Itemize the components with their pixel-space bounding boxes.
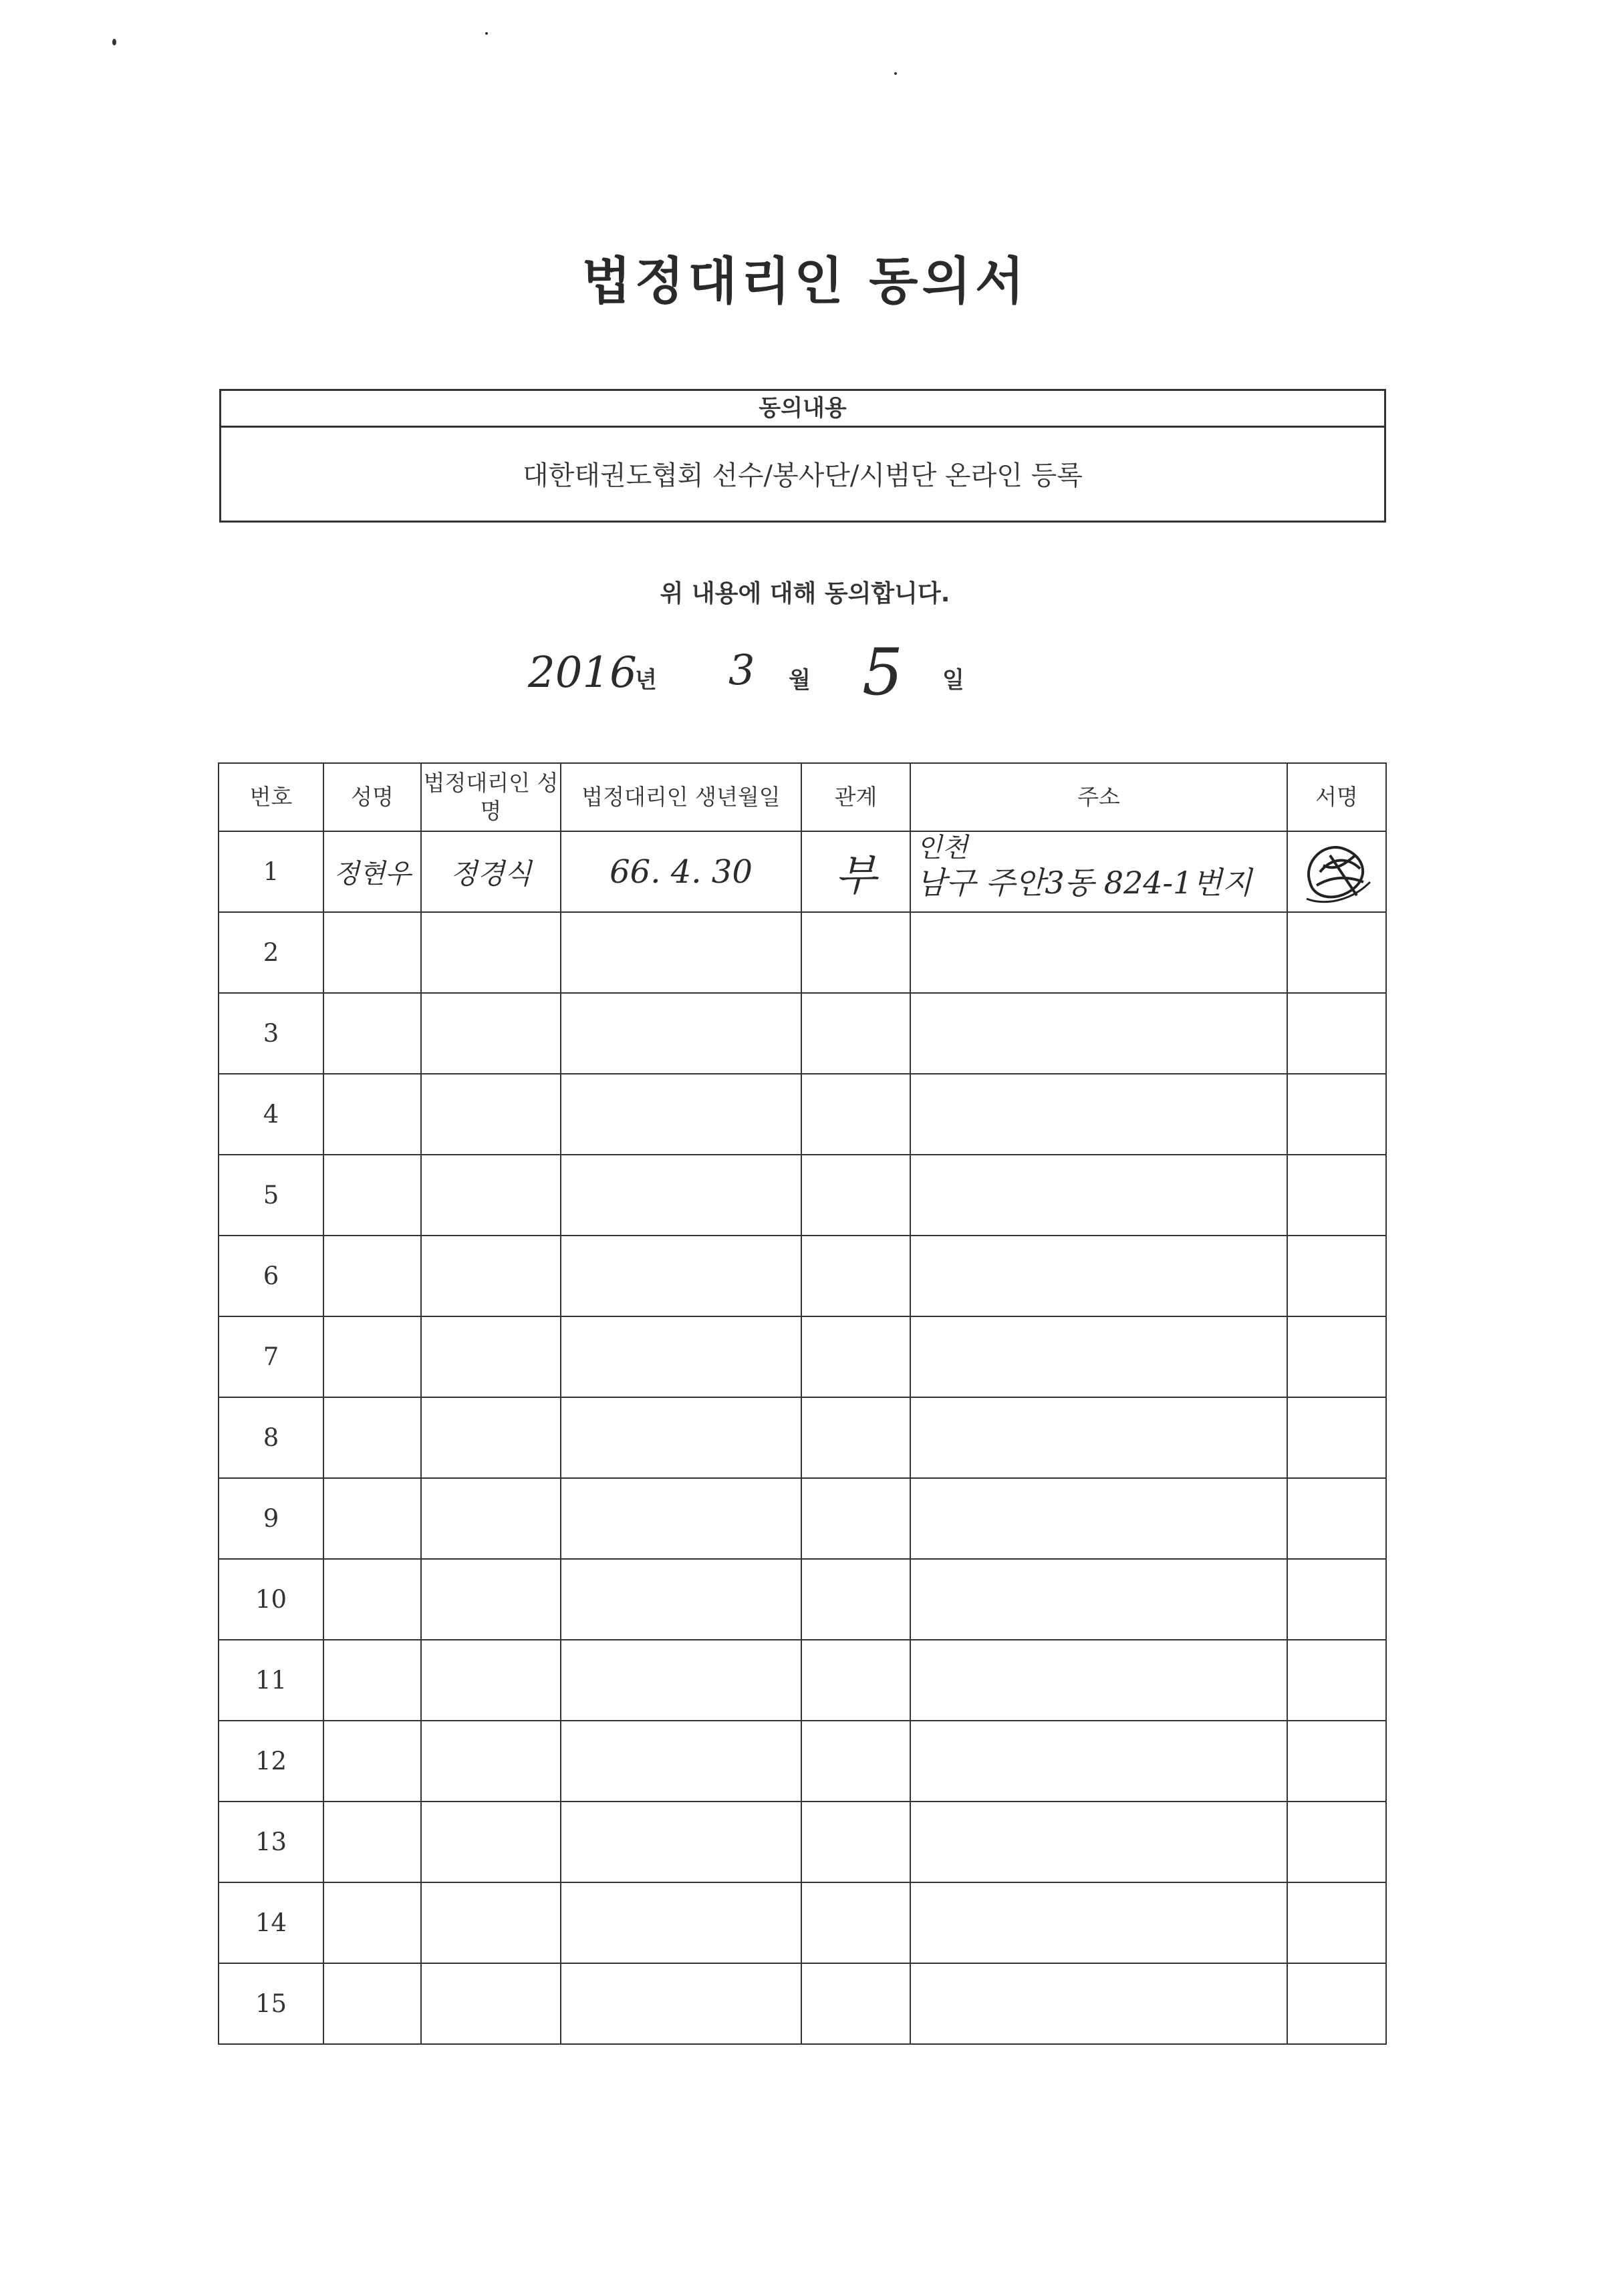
signature-cell xyxy=(1287,1802,1386,1882)
guardian-name: 정경식 xyxy=(421,831,561,912)
student-name xyxy=(323,1155,421,1236)
date-day-unit: 일 xyxy=(942,667,964,694)
row-number: 3 xyxy=(219,993,323,1074)
guardian-birthdate xyxy=(561,993,801,1074)
header-cell: 성명 xyxy=(323,763,421,831)
relation: 부 xyxy=(801,831,910,912)
table-header-row xyxy=(219,763,1386,831)
registration-table xyxy=(218,762,1387,2045)
date-year-unit: 년 xyxy=(635,667,657,694)
table-row xyxy=(219,1963,1386,2044)
row-number: 15 xyxy=(219,1963,323,2044)
guardian-birthdate xyxy=(561,1236,801,1316)
table-row xyxy=(219,1316,1386,1397)
signature-cell xyxy=(1287,912,1386,993)
relation xyxy=(801,1721,910,1802)
relation xyxy=(801,1802,910,1882)
student-name xyxy=(323,912,421,993)
date-month: 3 xyxy=(728,645,755,694)
address xyxy=(910,1882,1287,1963)
table-row xyxy=(219,1155,1386,1236)
date-year: 2016 xyxy=(528,648,637,698)
header-cell: 번호 xyxy=(219,763,323,831)
row-number: 13 xyxy=(219,1802,323,1882)
consent-header: 동의내용 xyxy=(221,391,1384,428)
guardian-birthdate xyxy=(561,1316,801,1397)
address xyxy=(910,1397,1287,1478)
student-name: 정현우 xyxy=(323,831,421,912)
consent-box xyxy=(219,389,1386,523)
row-number: 12 xyxy=(219,1721,323,1802)
relation xyxy=(801,912,910,993)
row-number: 1 xyxy=(219,831,323,912)
signature-cell xyxy=(1287,1397,1386,1478)
signature-cell xyxy=(1287,1640,1386,1721)
header-cell: 법정대리인 생년월일 xyxy=(561,763,801,831)
table-row xyxy=(219,1802,1386,1882)
relation xyxy=(801,1640,910,1721)
relation xyxy=(801,1236,910,1316)
address xyxy=(910,912,1287,993)
row-number: 8 xyxy=(219,1397,323,1478)
signature-cell xyxy=(1287,831,1386,912)
row-number: 7 xyxy=(219,1316,323,1397)
guardian-birthdate xyxy=(561,1721,801,1802)
address xyxy=(910,1155,1287,1236)
student-name xyxy=(323,1559,421,1640)
row-number: 9 xyxy=(219,1478,323,1559)
address xyxy=(910,1559,1287,1640)
row-number: 10 xyxy=(219,1559,323,1640)
header-cell: 관계 xyxy=(801,763,910,831)
guardian-birthdate xyxy=(561,1559,801,1640)
header-cell: 서명 xyxy=(1287,763,1386,831)
table-row xyxy=(219,1640,1386,1721)
relation xyxy=(801,1316,910,1397)
scan-speck xyxy=(485,32,488,35)
relation xyxy=(801,1559,910,1640)
guardian-name xyxy=(421,1074,561,1155)
guardian-birthdate xyxy=(561,1478,801,1559)
student-name xyxy=(323,1963,421,2044)
signature-cell xyxy=(1287,1963,1386,2044)
row-number: 4 xyxy=(219,1074,323,1155)
relation xyxy=(801,1074,910,1155)
agree-statement: 위 내용에 대해 동의합니다. xyxy=(660,580,950,607)
guardian-birthdate xyxy=(561,1963,801,2044)
header-cell: 법정대리인 성명 xyxy=(421,763,561,831)
row-number: 5 xyxy=(219,1155,323,1236)
scan-speck xyxy=(894,72,897,75)
signature-cell xyxy=(1287,1559,1386,1640)
guardian-name xyxy=(421,1640,561,1721)
address xyxy=(910,993,1287,1074)
guardian-birthdate xyxy=(561,1882,801,1963)
relation xyxy=(801,1397,910,1478)
guardian-birthdate xyxy=(561,912,801,993)
relation xyxy=(801,993,910,1074)
consent-body: 대한태권도협회 선수/봉사단/시범단 온라인 등록 xyxy=(523,460,1083,491)
signature-cell xyxy=(1287,1478,1386,1559)
guardian-name xyxy=(421,1963,561,2044)
signature-cell xyxy=(1287,1155,1386,1236)
table-row xyxy=(219,1236,1386,1316)
relation xyxy=(801,1882,910,1963)
address xyxy=(910,1316,1287,1397)
table-row xyxy=(219,1074,1386,1155)
relation xyxy=(801,1963,910,2044)
table-row xyxy=(219,993,1386,1074)
guardian-name xyxy=(421,1236,561,1316)
student-name xyxy=(323,1478,421,1559)
date-row xyxy=(0,635,1610,722)
guardian-name xyxy=(421,1721,561,1802)
guardian-name xyxy=(421,912,561,993)
student-name xyxy=(323,1721,421,1802)
guardian-birthdate xyxy=(561,1074,801,1155)
row-number: 6 xyxy=(219,1236,323,1316)
signature-cell xyxy=(1287,1882,1386,1963)
guardian-birthdate xyxy=(561,1397,801,1478)
address xyxy=(910,1236,1287,1316)
address-line1: 인천 xyxy=(916,833,968,863)
table-row xyxy=(219,1478,1386,1559)
guardian-birthdate xyxy=(561,1802,801,1882)
address-line2: 남구 주안3동 824-1번지 xyxy=(916,865,1252,901)
guardian-name xyxy=(421,1882,561,1963)
scan-speck xyxy=(112,39,116,45)
document-title: 법정대리인 동의서 xyxy=(581,251,1029,311)
signature-cell xyxy=(1287,1236,1386,1316)
student-name xyxy=(323,1397,421,1478)
address xyxy=(910,1963,1287,2044)
student-name xyxy=(323,1640,421,1721)
date-month-unit: 월 xyxy=(789,667,811,694)
relation xyxy=(801,1478,910,1559)
student-name xyxy=(323,1802,421,1882)
student-name xyxy=(323,1882,421,1963)
signature-cell xyxy=(1287,1074,1386,1155)
guardian-name xyxy=(421,1316,561,1397)
guardian-birthdate: 66. 4. 30 xyxy=(561,831,801,912)
header-cell: 주소 xyxy=(910,763,1287,831)
address xyxy=(910,1074,1287,1155)
guardian-name xyxy=(421,1478,561,1559)
guardian-birthdate xyxy=(561,1155,801,1236)
guardian-name xyxy=(421,1559,561,1640)
signature-cell xyxy=(1287,1316,1386,1397)
signature-cell xyxy=(1287,993,1386,1074)
guardian-name xyxy=(421,1397,561,1478)
guardian-name xyxy=(421,1155,561,1236)
signature-mark xyxy=(1297,835,1377,909)
row-number: 14 xyxy=(219,1882,323,1963)
student-name xyxy=(323,1316,421,1397)
row-number: 2 xyxy=(219,912,323,993)
date-day: 5 xyxy=(862,635,904,710)
guardian-name xyxy=(421,993,561,1074)
table-row xyxy=(219,831,1386,912)
relation xyxy=(801,1155,910,1236)
signature-cell xyxy=(1287,1721,1386,1802)
table-row xyxy=(219,1882,1386,1963)
address xyxy=(910,1802,1287,1882)
address xyxy=(910,1478,1287,1559)
row-number: 11 xyxy=(219,1640,323,1721)
address xyxy=(910,1640,1287,1721)
table-row xyxy=(219,1559,1386,1640)
student-name xyxy=(323,1236,421,1316)
guardian-name xyxy=(421,1802,561,1882)
table-row xyxy=(219,1397,1386,1478)
student-name xyxy=(323,993,421,1074)
student-name xyxy=(323,1074,421,1155)
address xyxy=(910,831,1287,912)
table-row xyxy=(219,1721,1386,1802)
table-row xyxy=(219,912,1386,993)
address xyxy=(910,1721,1287,1802)
guardian-birthdate xyxy=(561,1640,801,1721)
